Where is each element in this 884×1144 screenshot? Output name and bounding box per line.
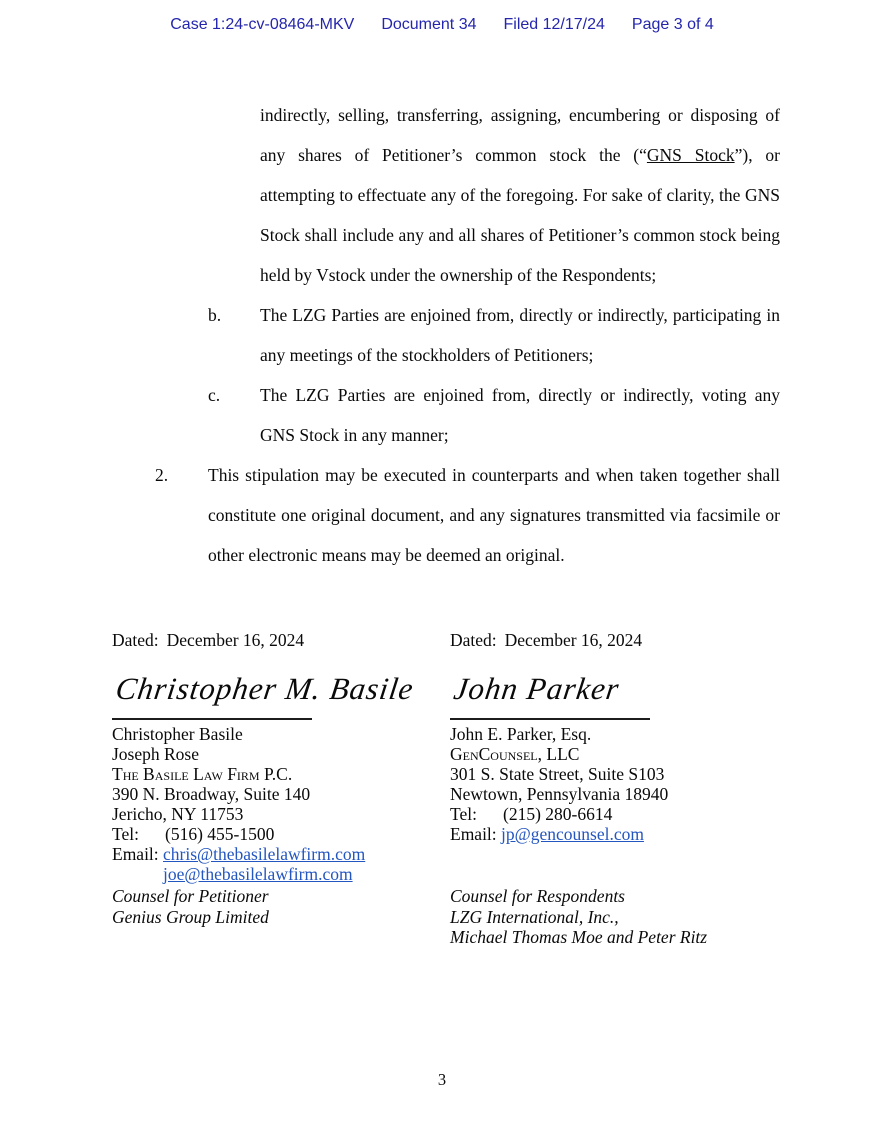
item-c-text: The LZG Parties are enjoined from, directly or indirectly, voting any GNS Stock in any manner; bbox=[260, 385, 780, 445]
counsel-client-left: Genius Group Limited bbox=[112, 906, 269, 927]
counsel-role-right: Counsel for Respondents bbox=[450, 886, 625, 906]
stipulation-body bbox=[112, 95, 780, 575]
item-b bbox=[112, 295, 780, 375]
attorney-name-basile: Christopher Basile bbox=[112, 724, 243, 744]
item-2-marker: 2. bbox=[155, 465, 169, 485]
city-state-zip-right: Newtown, Pennsylvania 18940 bbox=[450, 784, 669, 804]
item-a-text-after: ”), or attempting to effectuate any of the foregoing. For sake of clarity, the GNS Stock shall include any and all shares of Petitioner’s common stock being held by Vstock under the ownership of the Respondents; bbox=[260, 145, 780, 285]
dated-label-left: Dated: bbox=[112, 630, 159, 650]
signature-line-right bbox=[450, 718, 650, 720]
gns-stock-defined-term: GNS Stock bbox=[646, 145, 735, 165]
street-address-left: 390 N. Broadway, Suite 140 bbox=[112, 784, 311, 804]
tel-row-left bbox=[112, 824, 447, 844]
tel-row-right bbox=[450, 804, 785, 824]
item-c-marker: c. bbox=[208, 385, 221, 405]
attorney-name-parker: John E. Parker, Esq. bbox=[450, 724, 592, 744]
email-label-right: Email: bbox=[450, 824, 497, 844]
signature-block-petitioner bbox=[112, 630, 447, 884]
signature-script-basile: Christopher M. Basile bbox=[113, 671, 417, 706]
tel-number-right: (215) 280-6614 bbox=[503, 804, 613, 824]
page-number: 3 bbox=[437, 1070, 447, 1089]
case-number: Case 1:24-cv-08464-MKV bbox=[170, 16, 355, 33]
email-row-left-1 bbox=[112, 844, 447, 864]
filed-date: Filed 12/17/24 bbox=[503, 16, 605, 33]
dated-line-left bbox=[112, 630, 447, 650]
document-number: Document 34 bbox=[381, 16, 477, 33]
signature-block-respondents bbox=[450, 630, 785, 844]
counsel-designation-respondents bbox=[450, 886, 707, 948]
city-state-zip-left: Jericho, NY 11753 bbox=[112, 804, 244, 824]
attorney-info-right bbox=[450, 724, 785, 844]
email-row-left-2 bbox=[163, 864, 447, 884]
dated-value-right: December 16, 2024 bbox=[504, 630, 643, 650]
counsel-client-right-2: Michael Thomas Moe and Peter Ritz bbox=[450, 927, 708, 947]
item-c bbox=[112, 375, 780, 455]
counsel-designation-petitioner bbox=[112, 886, 269, 927]
item-b-marker: b. bbox=[208, 305, 222, 325]
tel-number-left: (516) 455-1500 bbox=[165, 824, 275, 844]
dated-label-right: Dated: bbox=[450, 630, 497, 650]
attorney-name-rose: Joseph Rose bbox=[112, 744, 200, 764]
attorney-info-left bbox=[112, 724, 447, 884]
email-link-joe[interactable]: joe@thebasilelawfirm.com bbox=[163, 864, 353, 884]
item-a-continuation bbox=[112, 95, 780, 295]
email-row-right bbox=[450, 824, 785, 844]
court-stamp-header bbox=[0, 16, 884, 34]
street-address-right: 301 S. State Street, Suite S103 bbox=[450, 764, 665, 784]
dated-value-left: December 16, 2024 bbox=[166, 630, 305, 650]
signature-script-parker: John Parker bbox=[451, 671, 622, 706]
item-2-text: This stipulation may be executed in counterparts and when taken together shall constitute one original document, and any signatures transmitted via facsimile or other electronic means may be deemed an original. bbox=[208, 465, 780, 565]
tel-label-right: Tel: bbox=[450, 804, 477, 824]
email-link-jp[interactable]: jp@gencounsel.com bbox=[501, 824, 644, 844]
page-indicator: Page 3 of 4 bbox=[631, 16, 714, 33]
email-link-chris[interactable]: chris@thebasilelawfirm.com bbox=[163, 844, 366, 864]
counsel-role-left: Counsel for Petitioner bbox=[112, 886, 269, 906]
firm-name-gencounsel: GenCounsel, LLC bbox=[450, 744, 580, 764]
tel-label-left: Tel: bbox=[112, 824, 139, 844]
counsel-client-right-1: LZG International, Inc., bbox=[450, 906, 619, 927]
item-2 bbox=[112, 455, 780, 575]
firm-name-basile: The Basile Law Firm P.C. bbox=[112, 764, 293, 784]
item-a-text-before: indirectly, selling, transferring, assigning, encumbering or disposing of any shares of Petitioner’s common stock the (“ bbox=[260, 105, 780, 165]
dated-line-right bbox=[450, 630, 785, 650]
item-b-text: The LZG Parties are enjoined from, directly or indirectly, participating in any meetings of the stockholders of Petitioners; bbox=[260, 305, 780, 365]
signature-line-left bbox=[112, 718, 312, 720]
email-label-left: Email: bbox=[112, 844, 159, 864]
